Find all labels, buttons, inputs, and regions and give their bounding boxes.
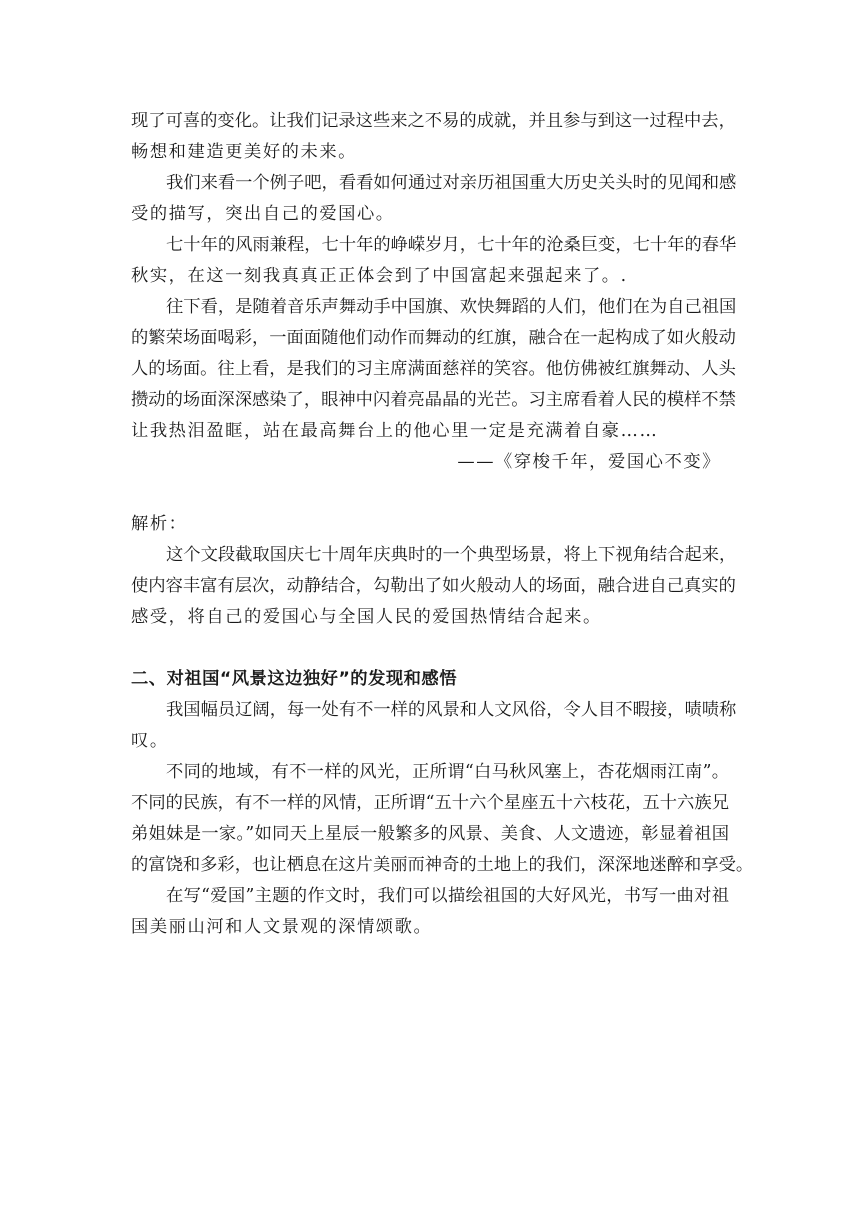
text-line: 不同的民族，有不一样的风情，正所谓“五十六个星座五十六枝花，五十六族兄: [131, 793, 729, 813]
text-line: 弟姐妹是一家。”如同天上星辰一般繁多的风景、美食、人文遗迹，彰显着祖国: [131, 824, 729, 844]
text-line: 畅想和建造更美好的未来。: [131, 142, 357, 162]
text-line: 我国幅员辽阔，每一处有不一样的风景和人文风俗，令人目不暇接，啧啧称: [166, 700, 737, 720]
spacer: [131, 478, 729, 509]
text-line: 攒动的场面深深感染了，眼神中闪着亮晶晶的光芒。习主席看着人民的模样不禁: [131, 390, 736, 410]
text-line: 感受，将自己的爱国心与全国人民的爱国热情结合起来。: [131, 607, 602, 627]
text-line: 在写“爱国”主题的作文时，我们可以描绘祖国的大好风光，书写一曲对祖: [166, 886, 729, 906]
spacer: [131, 633, 729, 664]
text-line: 不同的地域，有不一样的风光，正所谓“白马秋风塞上，杏花烟雨江南”。: [166, 762, 729, 782]
text-line: 受的描写，突出自己的爱国心。: [131, 204, 395, 224]
section-heading: 二、对祖国“风景这边独好”的发现和感悟: [131, 669, 457, 689]
document-page: [131, 106, 754, 943]
analysis-label: 解析：: [131, 514, 188, 534]
text-line: 的繁荣场面喝彩，一面面随他们动作而舞动的红旗，融合在一起构成了如火般动: [131, 328, 736, 348]
text-line: 使内容丰富有层次，动静结合，勾勒出了如火般动人的场面，融合进自己真实的: [131, 576, 736, 596]
text-line: 往下看，是随着音乐声舞动手中国旗、欢快舞蹈的人们，他们在为自己祖国: [166, 297, 737, 317]
text-line: 七十年的风雨兼程，七十年的峥嵘岁月，七十年的沧桑巨变，七十年的春华: [166, 235, 737, 255]
text-line: 我们来看一个例子吧，看看如何通过对亲历祖国重大历史关头时的见闻和感: [166, 173, 737, 193]
text-line: 的富饶和多彩，也让栖息在这片美丽而神奇的土地上的我们，深深地迷醉和享受。: [131, 855, 754, 875]
text-line: 秋实，在这一刻我真真正正体会到了中国富起来强起来了。.: [131, 266, 628, 286]
text-line: 叹。: [131, 731, 169, 751]
text-line: 人的场面。往上看，是我们的习主席满面慈祥的笑容。他仿佛被红旗舞动、人头: [131, 359, 736, 379]
text-line: 现了可喜的变化。让我们记录这些来之不易的成就，并且参与到这一过程中去，: [131, 111, 736, 131]
text-line: 国美丽山河和人文景观的深情颂歌。: [131, 917, 433, 937]
quote-source: ——《穿梭千年，爱国心不变》: [457, 452, 721, 472]
text-line: 这个文段截取国庆七十周年庆典时的一个典型场景，将上下视角结合起来，: [166, 545, 737, 565]
text-line: 让我热泪盈眶，站在最高舞台上的他心里一定是充满着自豪……: [131, 421, 659, 441]
